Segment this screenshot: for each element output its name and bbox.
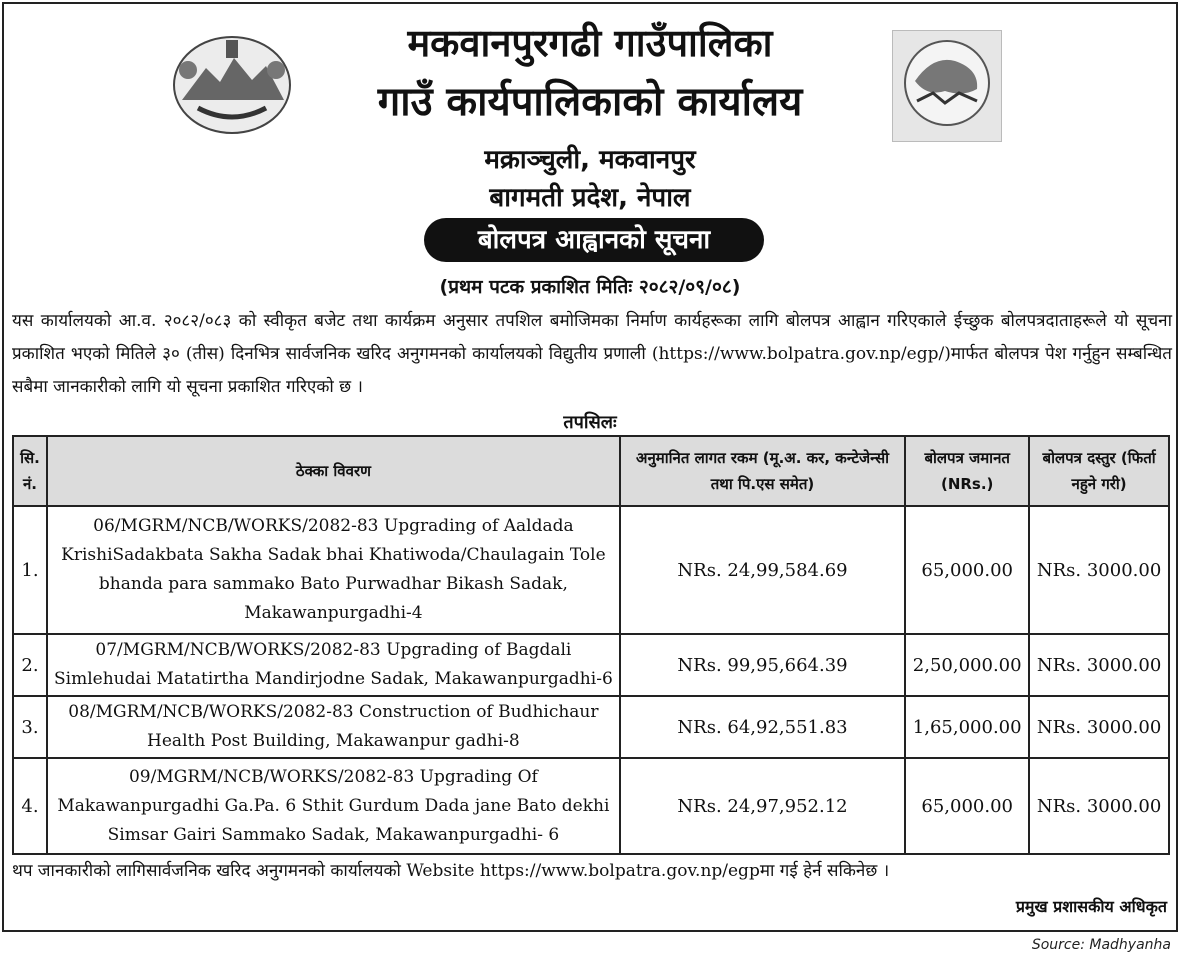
row-fee: NRs. 3000.00 [1029, 506, 1169, 634]
municipality-name: मकवानपुरगढी गाउँपालिका [407, 21, 773, 65]
row-fee: NRs. 3000.00 [1029, 696, 1169, 758]
row-cost: NRs. 99,95,664.39 [620, 634, 905, 696]
header-description: ठेक्का विवरण [47, 436, 620, 506]
row-security: 2,50,000.00 [905, 634, 1029, 696]
schedule-label: तपसिलः [563, 412, 617, 433]
footer-note: थप जानकारीको लागिसार्वजनिक खरिद अनुगमनको कार्यालयको Website https://www.bolpatra.gov.np/egpमा गई हेर्न सकिनेछ । [12, 861, 890, 881]
table-row [13, 506, 1169, 634]
row-security: 65,000.00 [905, 506, 1029, 634]
row-sn: 2. [13, 634, 47, 696]
row-sn: 3. [13, 696, 47, 758]
source-credit: Source: Madhyanha [1031, 937, 1171, 953]
notice-title: बोलपत्र आह्वानको सूचना [424, 218, 764, 262]
row-description: 08/MGRM/NCB/WORKS/2082-83 Construction of Budhichaur Health Post Building, Makawanpur gadhi-8 [47, 696, 620, 758]
table-row [13, 758, 1169, 854]
row-fee: NRs. 3000.00 [1029, 634, 1169, 696]
municipality-logo [892, 30, 1002, 142]
signatory: प्रमुख प्रशासकीय अधिकृत [1015, 897, 1167, 916]
table-row [13, 634, 1169, 696]
row-sn: 4. [13, 758, 47, 854]
header-sn: सि. नं. [13, 436, 47, 506]
row-description: 09/MGRM/NCB/WORKS/2082-83 Upgrading Of Makawanpurgadhi Ga.Pa. 6 Sthit Gurdum Dada jane Bato dekhi Simsar Gairi Sammako Sadak, Makawanpurgadhi- 6 [47, 758, 620, 854]
nepal-emblem-logo [168, 30, 296, 140]
row-fee: NRs. 3000.00 [1029, 758, 1169, 854]
row-security: 65,000.00 [905, 758, 1029, 854]
publish-date: (प्रथम पटक प्रकाशित मितिः २०८२/०९/०८) [439, 276, 741, 298]
row-description: 07/MGRM/NCB/WORKS/2082-83 Upgrading of Bagdali Simlehudai Matatirtha Mandirjodne Sadak, Makawanpurgadhi-6 [47, 634, 620, 696]
province-line: बागमती प्रदेश, नेपाल [489, 183, 691, 213]
table-header-row [13, 436, 1169, 506]
row-cost: NRs. 64,92,551.83 [620, 696, 905, 758]
intro-paragraph: यस कार्यालयको आ.व. २०८२/०८३ को स्वीकृत बजेट तथा कार्यक्रम अनुसार तपशिल बमोजिमका निर्माण कार्यहरूका लागि बोलपत्र आह्वान गरिएकाले ईच्छुक बोलपत्रदाताहरूले यो सूचना प्रकाशित भएको मितिले ३० (तीस) दिनभित्र सार्वजनिक खरिद अनुगमनको कार्यालयको विद्युतीय प्रणाली (https://www.bolpatra.gov.np/egp/)मार्फत बोलपत्र पेश गर्नुहुन सम्बन्धित सबैमा जानकारीको लागि यो सूचना प्रकाशित गरिएको छ । [12, 311, 1172, 397]
tender-table [12, 435, 1170, 855]
header-bid-fee: बोलपत्र दस्तुर (फिर्ता नहुने गरी) [1029, 436, 1169, 506]
row-cost: NRs. 24,99,584.69 [620, 506, 905, 634]
row-security: 1,65,000.00 [905, 696, 1029, 758]
address-line: मक्राञ्चुली, मकवानपुर [484, 145, 696, 175]
header-bid-security: बोलपत्र जमानत (NRs.) [905, 436, 1029, 506]
header-estimated-cost: अनुमानित लागत रकम (मू.अ. कर, कन्टेजेन्सी तथा पि.एस समेत) [620, 436, 905, 506]
row-cost: NRs. 24,97,952.12 [620, 758, 905, 854]
row-description: 06/MGRM/NCB/WORKS/2082-83 Upgrading of Aaldada KrishiSadakbata Sakha Sadak bhai Khatiwoda/Chaulagain Tole bhanda para sammako Bato Purwadhar Bikash Sadak, Makawanpurgadhi-4 [47, 506, 620, 634]
office-name: गाउँ कार्यपालिकाको कार्यालय [377, 79, 803, 125]
row-sn: 1. [13, 506, 47, 634]
table-row [13, 696, 1169, 758]
